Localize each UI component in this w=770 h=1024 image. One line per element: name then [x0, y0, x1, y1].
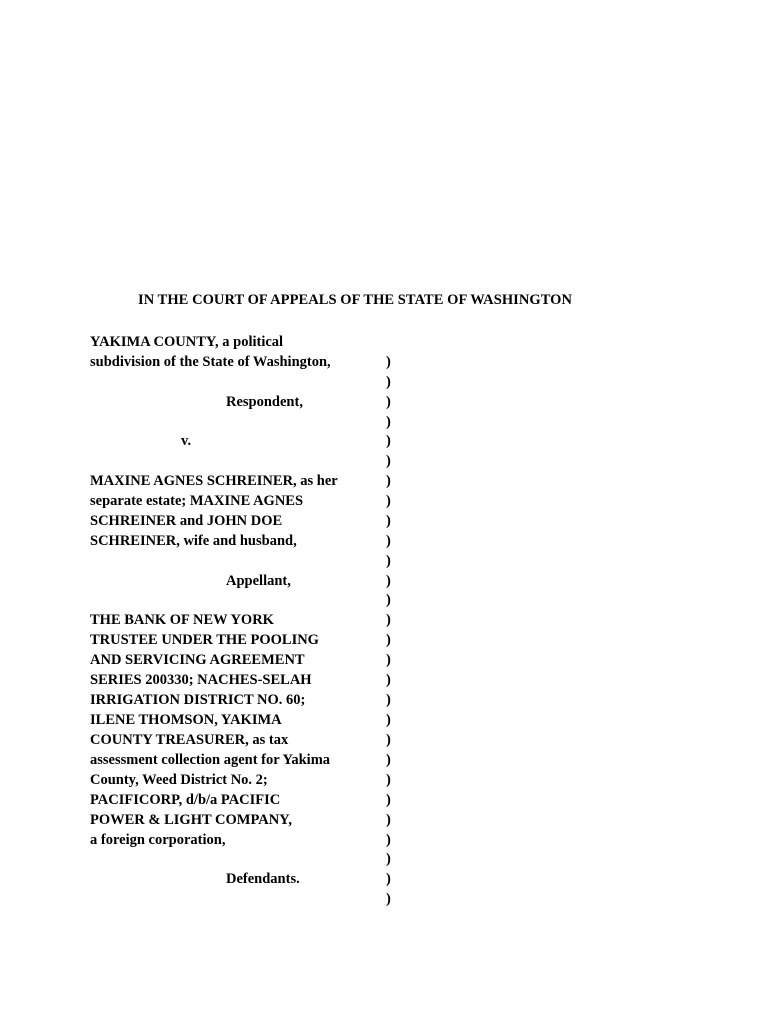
caption-bracket: ) — [386, 672, 391, 688]
defendant-party-line: AND SERVICING AGREEMENT — [90, 652, 305, 668]
caption-bracket: ) — [386, 632, 391, 648]
defendant-party-line: assessment collection agent for Yakima — [90, 752, 331, 768]
defendant-party-line: THE BANK OF NEW YORK — [90, 612, 274, 628]
caption-bracket: ) — [386, 354, 391, 370]
caption-bracket: ) — [386, 712, 391, 728]
versus-label: v. — [181, 433, 192, 449]
caption-bracket: ) — [386, 374, 391, 390]
defendant-party-line: COUNTY TREASURER, as tax — [90, 732, 289, 748]
caption-bracket: ) — [386, 851, 391, 867]
caption-bracket: ) — [386, 453, 391, 469]
caption-bracket: ) — [386, 772, 391, 788]
caption-bracket: ) — [386, 513, 391, 529]
appellant-party-line: MAXINE AGNES SCHREINER, as her — [90, 473, 338, 489]
appellant-party-line: SCHREINER and JOHN DOE — [90, 513, 283, 529]
caption-bracket: ) — [386, 871, 391, 887]
caption-bracket: ) — [386, 812, 391, 828]
respondent-party-line: YAKIMA COUNTY, a political — [90, 334, 284, 350]
respondent-party-line: subdivision of the State of Washington, — [90, 354, 331, 370]
respondent-role: Respondent, — [226, 394, 303, 410]
caption-bracket: ) — [386, 533, 391, 549]
defendant-party-line: County, Weed District No. 2; — [90, 772, 268, 788]
caption-bracket: ) — [386, 732, 391, 748]
defendant-party-line: a foreign corporation, — [90, 832, 226, 848]
caption-bracket: ) — [386, 832, 391, 848]
defendant-party-line: SERIES 200330; NACHES-SELAH — [90, 672, 312, 688]
court-title: IN THE COURT OF APPEALS OF THE STATE OF WASHINGTON — [138, 292, 573, 308]
caption-bracket: ) — [386, 573, 391, 589]
caption-bracket: ) — [386, 752, 391, 768]
defendant-party-line: IRRIGATION DISTRICT NO. 60; — [90, 692, 306, 708]
caption-bracket: ) — [386, 433, 391, 449]
caption-bracket: ) — [386, 891, 391, 907]
caption-bracket: ) — [386, 553, 391, 569]
appellant-role: Appellant, — [226, 573, 291, 589]
defendant-party-line: TRUSTEE UNDER THE POOLING — [90, 632, 319, 648]
caption-bracket: ) — [386, 792, 391, 808]
caption-bracket: ) — [386, 394, 391, 410]
caption-bracket: ) — [386, 692, 391, 708]
defendant-party-line: ILENE THOMSON, YAKIMA — [90, 712, 282, 728]
caption-bracket: ) — [386, 473, 391, 489]
caption-bracket: ) — [386, 592, 391, 608]
caption-bracket: ) — [386, 493, 391, 509]
caption-bracket: ) — [386, 612, 391, 628]
appellant-party-line: SCHREINER, wife and husband, — [90, 533, 297, 549]
defendant-party-line: POWER & LIGHT COMPANY, — [90, 812, 292, 828]
caption-bracket: ) — [386, 652, 391, 668]
appellant-party-line: separate estate; MAXINE AGNES — [90, 493, 304, 509]
defendant-party-line: PACIFICORP, d/b/a PACIFIC — [90, 792, 281, 808]
caption-bracket: ) — [386, 414, 391, 430]
defendant-role: Defendants. — [226, 871, 300, 887]
